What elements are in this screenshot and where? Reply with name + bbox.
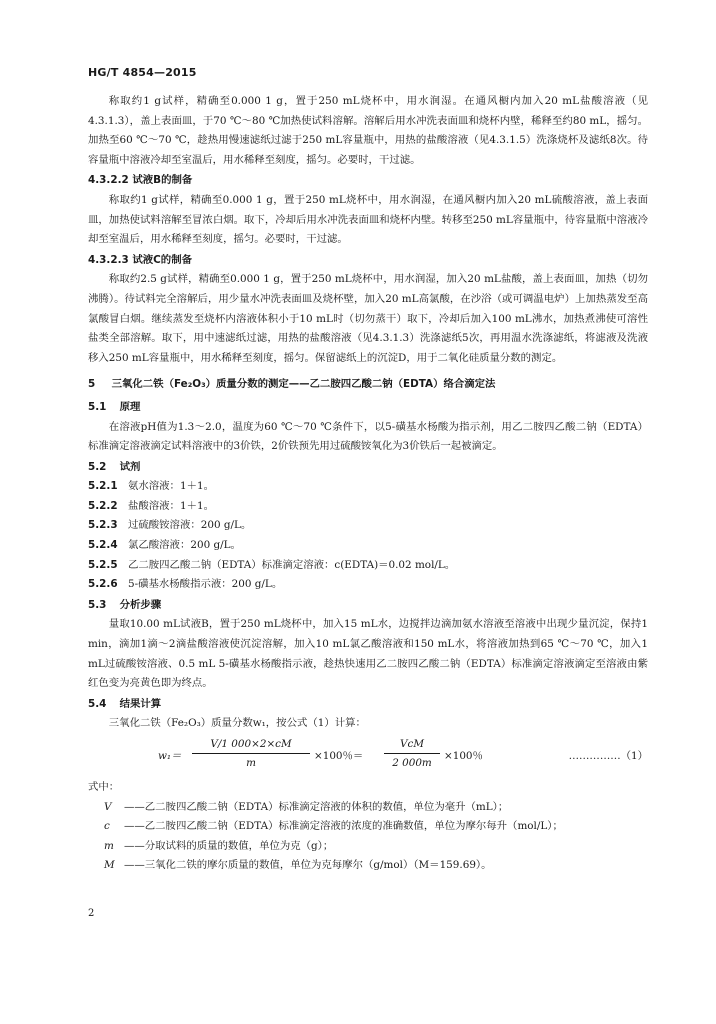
- reagent-text: 5-磺基水杨酸指示液：200 g/L。: [128, 578, 283, 591]
- formula-middle: ×100％＝: [314, 750, 364, 762]
- reagent-text: 氯乙酸溶液：200 g/L。: [128, 539, 241, 552]
- variable-description: ——乙二胺四乙酸二钠（EDTA）标准滴定溶液的浓度的准确数值，单位为摩尔每升（mol/L）；: [124, 820, 563, 833]
- procedure-paragraph: 量取10.00 mL试液B，置于250 mL烧杯中，加入15 mL水，边搅拌边滴加氨水溶液至溶液中出现少量沉淀，保持1 min，滴加1滴～2滴盐酸溶液使沉淀溶解，加入10 mL氯乙酸溶液和150 mL水，将溶液加热到65 ℃～70 ℃，加入1 mL过硫酸铵溶液、0.5 mL 5-磺基水杨酸指示液，趁热快速用乙二胺四乙酸二钠（EDTA）标准滴定溶液滴定至溶液由紫红色变为亮黄色即为终点。: [88, 618, 648, 690]
- section-4322-paragraph: 称取约1 g试样，精确至0.000 1 g，置于250 mL烧杯中，用水润湿，在通风橱内加入20 mL硫酸溶液，盖上表面皿，加热使试料溶解至冒浓白烟。取下，冷却后用水冲洗表面皿和烧杯内壁。转移至250 mL容量瓶中，待容量瓶中溶液冷却至室温后，用水稀释至刻度，摇匀。必要时，干过滤。: [88, 193, 648, 246]
- calculation-intro: 三氧化二铁（Fe₂O₃）质量分数w₁，按公式（1）计算：: [108, 717, 366, 730]
- page-number: 2: [88, 908, 95, 919]
- formula-lhs: w₁＝: [158, 750, 182, 762]
- reagent-number: 5.2.2: [88, 499, 118, 512]
- variable-definition: [88, 856, 648, 876]
- reagent-item: [88, 575, 648, 595]
- section-heading-4323: [88, 251, 648, 271]
- section-4323-paragraph: 称取约2.5 g试样，精确至0.000 1 g，置于250 mL烧杯中，用水润湿，加入20 mL盐酸，盖上表面皿，加热（切勿沸腾）。待试料完全溶解后，用少量水冲洗表面皿及烧杯壁，加入20 mL高氯酸，在沙浴（或可调温电炉）上加热蒸发至高氯酸冒白烟。继续蒸发至烧杯内溶液体积小于10 mL时（切勿蒸干）取下，冷却后加入100 mL沸水，加热煮沸使可溶性盐类全部溶解。取下，用中速滤纸过滤，用热的盐酸溶液（见4.3.1.3）洗涤滤纸5次，再用温水洗涤滤纸，将滤液及洗液移入250 mL容量瓶中，用水稀释至刻度，摇匀。保留滤纸上的沉淀D，用于二氧化硅质量分数的测定。: [88, 273, 648, 364]
- fraction-bar: [384, 753, 440, 754]
- section-heading-4322: [88, 171, 648, 191]
- intro-paragraph: 称取约1 g试样，精确至0.000 1 g，置于250 mL烧杯中，用水润湿。在通风橱内加入20 mL盐酸溶液（见4.3.1.3），盖上表面皿，于70 ℃～80 ℃加热使试料溶解。溶解后用水冲洗表面皿和烧杯内壁，稀释至约80 mL，摇匀。加热至60 ℃～70 ℃，趁热用慢速滤纸过滤于250 mL容量瓶中，用热的盐酸溶液（见4.3.1.5）洗涤烧杯及滤纸8次。待容量瓶中溶液冷却至室温后，用水稀释至刻度，摇匀。必要时，干过滤。: [88, 95, 648, 166]
- formula-fraction-2: [384, 736, 440, 771]
- formula-1: [88, 736, 648, 776]
- section-title: 结果计算: [119, 697, 162, 710]
- section-number: 5.2: [88, 460, 107, 473]
- variable-symbol: c: [104, 820, 110, 833]
- section-heading-52: [88, 458, 648, 478]
- variable-definition: [88, 798, 648, 818]
- section-title: 分析步骤: [119, 598, 162, 611]
- fraction-numerator: VcM: [400, 738, 424, 750]
- principle-paragraph: 在溶液pH值为1.3～2.0，温度为60 ℃～70 ℃条件下，以5-磺基水杨酸为指示剂，用乙二胺四乙酸二钠（EDTA）标准滴定溶液滴定试料溶液中的3价铁，2价铁预先用过硫酸铵氧化为3价铁后一起被滴定。: [88, 420, 648, 453]
- variable-symbol: M: [104, 859, 115, 872]
- section-number: 5.4: [88, 697, 107, 710]
- standard-id: HG/T 4854—2015: [88, 66, 197, 79]
- fraction-bar: [192, 753, 310, 754]
- section-title: 原理: [119, 400, 141, 413]
- variable-symbol: V: [104, 800, 112, 813]
- equation-number: ……………（1）: [568, 750, 648, 762]
- variable-description: ——三氧化二铁的摩尔质量的数值，单位为克每摩尔（g/mol）（M＝159.69）。: [124, 859, 492, 872]
- section-heading-51: [88, 398, 648, 418]
- fraction-numerator: V/1 000×2×cM: [210, 738, 292, 750]
- reagent-item: [88, 536, 648, 556]
- reagent-text: 乙二胺四乙酸二钠（EDTA）标准滴定溶液：c(EDTA)＝0.02 mol/L。: [128, 558, 456, 571]
- document-body: [88, 92, 648, 876]
- where-label: 式中：: [88, 781, 120, 793]
- section-title: 试液C的制备: [132, 253, 192, 266]
- reagent-item: [88, 556, 648, 576]
- reagent-number: 5.2.3: [88, 519, 118, 532]
- section-heading-5: [88, 375, 648, 395]
- section-number: 5: [88, 378, 96, 391]
- reagent-number: 5.2.5: [88, 558, 118, 571]
- reagent-item: [88, 477, 648, 497]
- section-number: 4.3.2.2: [88, 174, 129, 187]
- section-title: 试液B的制备: [132, 174, 193, 187]
- section-number: 4.3.2.3: [88, 253, 129, 266]
- variable-symbol: m: [104, 839, 114, 852]
- variable-definition: [88, 837, 648, 857]
- section-number: 5.1: [88, 400, 107, 413]
- fraction-denominator: 2 000m: [392, 757, 432, 769]
- variable-definition: [88, 817, 648, 837]
- section-heading-54: [88, 695, 648, 715]
- section-title: 三氧化二铁（Fe₂O₃）质量分数的测定——乙二胺四乙酸二钠（EDTA）络合滴定法: [111, 378, 496, 391]
- reagent-text: 过硫酸铵溶液：200 g/L。: [128, 519, 252, 532]
- variable-description: ——分取试料的质量的数值，单位为克（g）；: [124, 839, 334, 852]
- reagent-item: [88, 497, 648, 517]
- formula-fraction-1: [192, 736, 310, 771]
- reagent-number: 5.2.6: [88, 578, 118, 591]
- reagent-text: 盐酸溶液：1＋1。: [128, 499, 214, 512]
- section-title: 试剂: [119, 460, 141, 473]
- variable-description: ——乙二胺四乙酸二钠（EDTA）标准滴定溶液的体积的数值，单位为毫升（mL）；: [124, 800, 509, 813]
- section-number: 5.3: [88, 598, 107, 611]
- formula-tail: ×100％: [444, 750, 483, 762]
- reagent-text: 氨水溶液：1＋1。: [128, 480, 214, 493]
- section-heading-53: [88, 596, 648, 616]
- reagent-number: 5.2.1: [88, 480, 118, 493]
- fraction-denominator: m: [246, 757, 256, 769]
- reagent-number: 5.2.4: [88, 539, 118, 552]
- reagent-item: [88, 516, 648, 536]
